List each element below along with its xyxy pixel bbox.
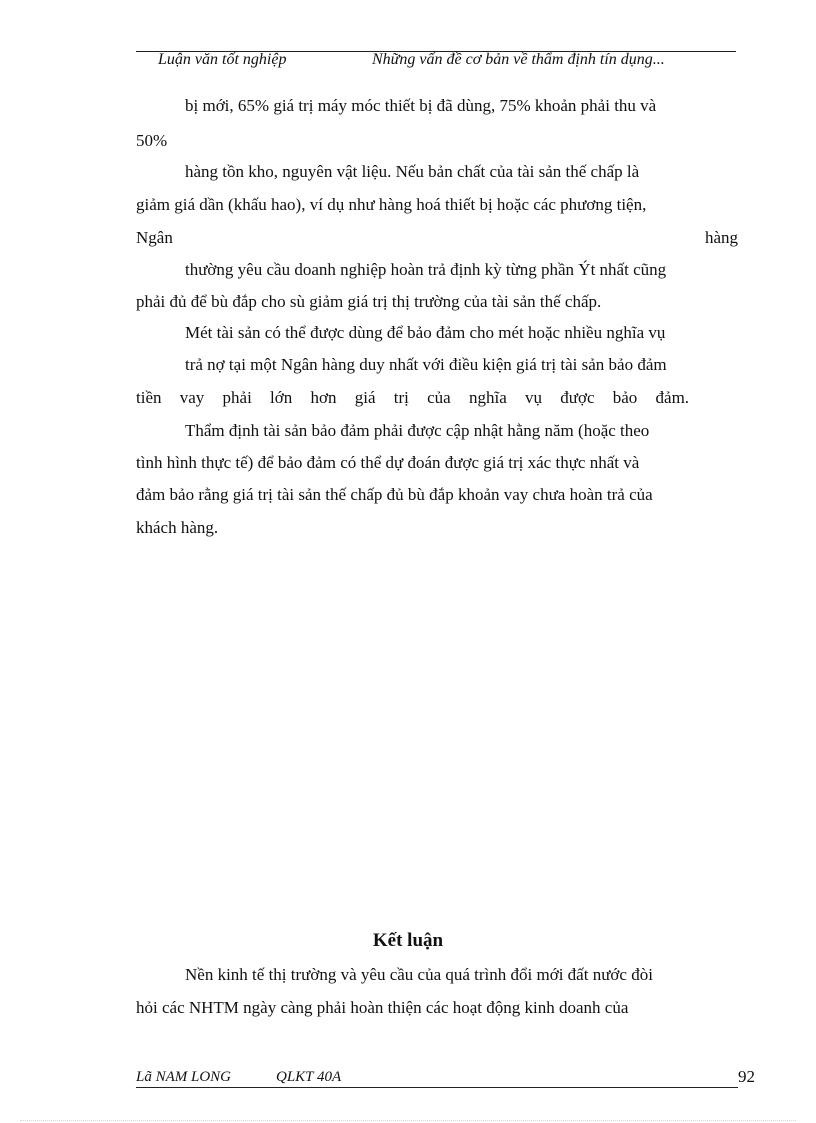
author-name: Lã NAM LONG: [136, 1069, 232, 1085]
text-line: tình hình thực tế) để bảo đảm có thể dự đoán được giá trị xác thực nhất và: [136, 453, 640, 472]
conclusion-heading: Kết luận: [372, 930, 444, 951]
text-line: Nền kinh tế thị trường và yêu cầu của quá trình đổi mới đất nước đòi: [185, 965, 653, 984]
text-line: phải đủ để bù đắp cho sù giảm giá trị thị trường của tài sản thế chấp.: [136, 292, 602, 311]
text-word: hàng: [704, 228, 738, 247]
text-line: Mét tài sản có thể được dùng để bảo đảm cho mét hoặc nhiều nghĩa vụ: [185, 323, 666, 342]
header-thesis-label: Luận văn tốt nghiệp: [158, 51, 287, 68]
text-line: giảm giá dần (khấu hao), ví dụ như hàng hoá thiết bị hoặc các phương tiện,: [136, 195, 647, 214]
text-line: hỏi các NHTM ngày càng phải hoàn thiện các hoạt động kinh doanh của: [136, 998, 629, 1017]
page-number: 92: [738, 1067, 755, 1086]
page-header: [136, 50, 736, 68]
text-line: bị mới, 65% giá trị máy móc thiết bị đã dùng, 75% khoản phải thu và: [185, 96, 657, 115]
text-line: khách hàng.: [136, 518, 219, 537]
text-line: Thẩm định tài sản bảo đảm phải được cập nhật hằng năm (hoặc theo: [185, 421, 650, 440]
page-bottom-divider: [20, 1120, 796, 1121]
text-word: Ngân: [136, 228, 173, 247]
page-footer: [136, 1067, 738, 1088]
text-line: 50%: [136, 131, 168, 150]
author-class: QLKT 40A: [276, 1069, 342, 1085]
text-line: đảm bảo rằng giá trị tài sản thế chấp đủ bù đắp khoản vay chưa hoàn trả của: [136, 485, 653, 504]
text-line: hàng tồn kho, nguyên vật liệu. Nếu bản chất của tài sản thế chấp là: [185, 162, 640, 181]
header-title: Những vấn đề cơ bản về thẩm định tín dụng...: [372, 51, 665, 68]
text-line: thường yêu cầu doanh nghiệp hoàn trả định kỳ từng phần Ýt nhất cũng: [185, 260, 667, 279]
text-line: [136, 227, 738, 249]
text-line: trả nợ tại một Ngân hàng duy nhất với điều kiện giá trị tài sản bảo đảm: [185, 355, 667, 374]
text-line: tiền vay phải lớn hơn giá trị của nghĩa vụ được bảo đảm.: [136, 388, 690, 407]
